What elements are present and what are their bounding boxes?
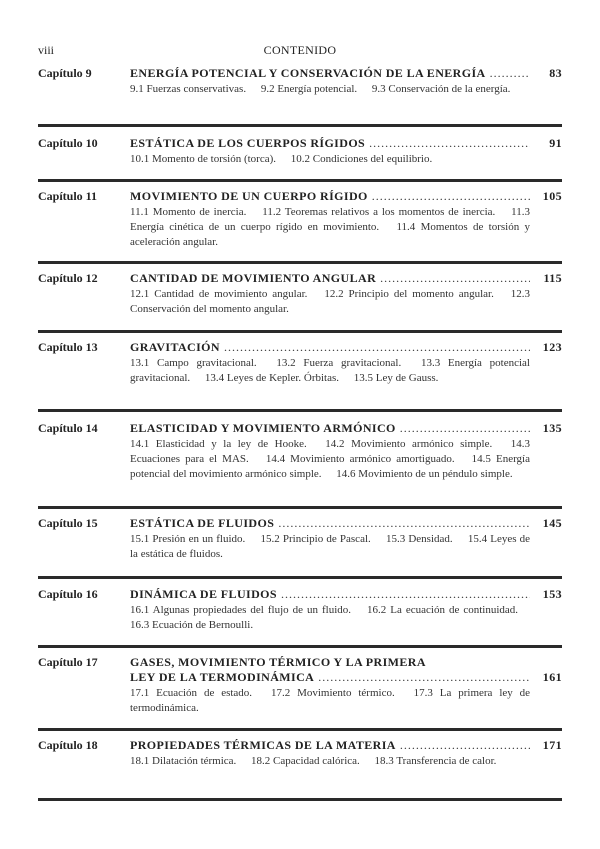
section-item: 15.2 Principio de Pascal.	[260, 533, 371, 545]
section-list	[130, 437, 530, 482]
section-item: 15.1 Presión en un fluido.	[130, 533, 246, 545]
section-list	[130, 82, 530, 97]
chapter-label: Capítulo 11	[38, 189, 98, 203]
divider	[38, 506, 562, 509]
chapter-page-number: 115	[543, 271, 562, 285]
section-item: 11.1 Momento de inercia.	[130, 206, 247, 218]
section-item: 13.3 Energía potencial gravitacional.	[130, 357, 530, 384]
section-item: 14.2 Movimiento armónico simple.	[325, 438, 493, 450]
chapter-label: Capítulo 16	[38, 587, 98, 601]
divider	[38, 409, 562, 412]
section-item: 12.2 Principio del momento angular.	[324, 288, 494, 300]
chapter-title: GRAVITACIÓN	[130, 340, 220, 354]
section-item: 11.4 Momentos de torsión y aceleración angular.	[130, 221, 530, 248]
section-item: 14.1 Elasticidad y la ley de Hooke.	[130, 438, 307, 450]
chapter-label: Capítulo 13	[38, 340, 98, 354]
section-list	[130, 532, 530, 562]
dot-leader	[318, 670, 530, 685]
section-item: 16.1 Algunas propiedades del flujo de un fluido.	[130, 604, 352, 616]
divider	[38, 261, 562, 264]
chapter-label: Capítulo 14	[38, 421, 98, 435]
section-item: 17.1 Ecuación de estado.	[130, 687, 253, 699]
dot-leader	[380, 271, 530, 286]
section-item: 14.5 Energía potencial del movimiento armónico simple.	[130, 453, 530, 480]
chapter-title: ELASTICIDAD Y MOVIMIENTO ARMÓNICO	[130, 421, 396, 435]
dot-leader	[490, 66, 530, 81]
section-item: 18.2 Capacidad calórica.	[251, 755, 360, 767]
section-item: 18.1 Dilatación térmica.	[130, 755, 237, 767]
chapter-title: ESTÁTICA DE FLUIDOS	[130, 516, 275, 530]
chapter-title: LEY DE LA TERMODINÁMICA	[130, 670, 315, 684]
chapter-title: MOVIMIENTO DE UN CUERPO RÍGIDO	[130, 189, 368, 203]
divider	[38, 645, 562, 648]
chapter-page-number: 91	[549, 136, 562, 150]
section-list	[130, 603, 530, 633]
section-item: 14.3 Ecuaciones para el MAS.	[130, 438, 530, 465]
dot-leader	[400, 738, 530, 753]
section-item: 9.2 Energía potencial.	[260, 83, 358, 95]
chapter-page-number: 161	[542, 670, 562, 684]
chapter-page-number: 123	[542, 340, 562, 354]
divider	[38, 798, 562, 801]
section-item: 10.2 Condiciones del equilibrio.	[290, 153, 433, 165]
section-item: 12.3 Conservación del momento angular.	[130, 288, 531, 315]
section-list	[130, 686, 530, 716]
chapter-title: DINÁMICA DE FLUIDOS	[130, 587, 277, 601]
chapter-page-number: 153	[542, 587, 562, 601]
divider	[38, 124, 562, 127]
section-list	[130, 356, 530, 386]
chapter-title: ENERGÍA POTENCIAL Y CONSERVACIÓN DE LA ENERGÍA	[130, 66, 486, 80]
chapter-label: Capítulo 18	[38, 738, 98, 752]
dot-leader	[369, 136, 530, 151]
chapter-label: Capítulo 17	[38, 655, 98, 669]
chapter-label: Capítulo 9	[38, 66, 92, 80]
section-item: 13.1 Campo gravitacional.	[130, 357, 257, 369]
divider	[38, 728, 562, 731]
dot-leader	[278, 516, 530, 531]
section-item: 14.4 Movimiento armónico amortiguado.	[265, 453, 455, 465]
section-list	[130, 205, 530, 250]
section-list	[130, 754, 530, 769]
section-item: 11.3 Energía cinética de un cuerpo rígido en movimiento.	[130, 206, 531, 233]
page-number: viii	[38, 43, 55, 57]
chapter-page-number: 135	[542, 421, 562, 435]
section-item: 13.4 Leyes de Kepler. Órbitas.	[204, 372, 340, 384]
section-item: 17.2 Movimiento térmico.	[270, 687, 395, 699]
section-item: 17.3 La primera ley de termodinámica.	[130, 687, 531, 714]
section-item: 16.3 Ecuación de Bernoulli.	[130, 619, 254, 631]
section-item: 11.2 Teoremas relativos a los momentos de inercia.	[262, 206, 496, 218]
section-item: 16.2 La ecuación de continuidad.	[367, 604, 519, 616]
chapter-title: GASES, MOVIMIENTO TÉRMICO Y LA PRIMERA	[130, 655, 426, 669]
section-item: 9.3 Conservación de la energía.	[371, 83, 511, 95]
section-item: 14.6 Movimiento de un péndulo simple.	[336, 468, 513, 480]
chapter-title: CANTIDAD DE MOVIMIENTO ANGULAR	[130, 271, 377, 285]
dot-leader	[224, 340, 530, 355]
section-item: 10.1 Momento de torsión (torca).	[130, 153, 277, 165]
divider	[38, 576, 562, 579]
section-list	[130, 152, 530, 167]
section-item: 13.5 Ley de Gauss.	[353, 372, 439, 384]
chapter-label: Capítulo 12	[38, 271, 98, 285]
divider	[38, 330, 562, 333]
chapter-label: Capítulo 10	[38, 136, 98, 150]
chapter-page-number: 171	[542, 738, 562, 752]
chapter-page-number: 105	[542, 189, 562, 203]
divider	[38, 179, 562, 182]
section-item: 15.4 Leyes de la estática de fluidos.	[130, 533, 531, 560]
section-item: 18.3 Transferencia de calor.	[374, 755, 497, 767]
chapter-label: Capítulo 15	[38, 516, 98, 530]
section-item: 9.1 Fuerzas conservativas.	[130, 83, 247, 95]
section-item: 13.2 Fuerza gravitacional.	[276, 357, 402, 369]
dot-leader	[372, 189, 530, 204]
dot-leader	[400, 421, 530, 436]
section-item: 12.1 Cantidad de movimiento angular.	[130, 288, 308, 300]
section-list	[130, 287, 530, 317]
dot-leader	[281, 587, 530, 602]
section-item: 15.3 Densidad.	[385, 533, 453, 545]
chapter-page-number: 83	[549, 66, 562, 80]
chapter-title: ESTÁTICA DE LOS CUERPOS RÍGIDOS	[130, 136, 366, 150]
chapter-title: PROPIEDADES TÉRMICAS DE LA MATERIA	[130, 738, 396, 752]
chapter-page-number: 145	[542, 516, 562, 530]
running-title: CONTENIDO	[263, 43, 337, 57]
